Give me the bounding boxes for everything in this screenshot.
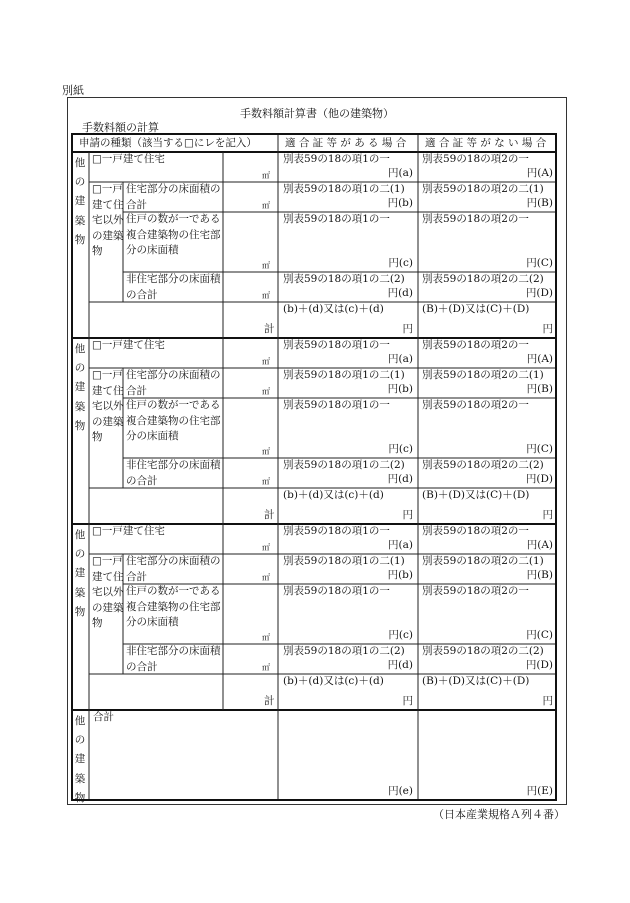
fee-with-cert-unit-r5: 円 — [402, 323, 413, 335]
fee-without-cert-r4: 別表59の18の項2の二(2) — [422, 459, 544, 471]
fee-with-cert-unit-r1: 円(a) — [388, 167, 413, 179]
area-unit: ㎡ — [262, 633, 270, 642]
fee-without-cert-unit-r2: 円(B) — [526, 197, 553, 209]
fee-with-cert-unit-r5: 円 — [402, 695, 413, 707]
fee-with-cert-unit-r4: 円(d) — [387, 659, 413, 671]
fee-with-cert-r1: 別表59の18の項1の一 — [283, 153, 390, 165]
fee-with-cert-unit-r3: 円(c) — [388, 257, 413, 269]
summary-total-label: 合計 — [93, 711, 114, 723]
summary-without-cert-unit: 円(E) — [526, 785, 553, 797]
fee-with-cert-r1: 別表59の18の項1の一 — [283, 525, 390, 537]
area-unit: ㎡ — [262, 357, 270, 366]
fee-without-cert-unit-r5: 円 — [542, 323, 553, 335]
total-label: 計 — [264, 323, 275, 335]
fee-with-cert-r3: 別表59の18の項1の一 — [283, 399, 390, 411]
fee-with-cert-unit-r1: 円(a) — [388, 539, 413, 551]
header-without-certificate: 適 合 証 等 が な い 場 合 — [425, 137, 547, 149]
fee-without-cert-unit-r4: 円(D) — [525, 473, 553, 485]
attachment-label: 別紙 — [62, 84, 84, 97]
fee-without-cert-r5: (B)＋(D)又は(C)＋(D) — [422, 675, 530, 687]
area-unit: ㎡ — [262, 477, 270, 486]
fee-calculation-table — [71, 133, 557, 804]
paper-size-note: （日本産業規格Ａ列４番） — [433, 808, 565, 821]
fee-without-cert-r2: 別表59の18の項2の二(1) — [422, 555, 544, 567]
single-unit-area-label: 住戸の数が一である複合建築物の住宅部分の床面積 — [126, 213, 221, 256]
non-dwelling-area-label: 非住宅部分の床面積の合計 — [126, 273, 221, 301]
fee-without-cert-unit-r5: 円 — [542, 695, 553, 707]
fee-with-cert-r1: 別表59の18の項1の一 — [283, 339, 390, 351]
total-label: 計 — [264, 509, 275, 521]
header-with-certificate: 適 合 証 等 が あ る 場 合 — [285, 137, 407, 149]
area-unit: ㎡ — [262, 543, 270, 552]
fee-with-cert-r4: 別表59の18の項1の二(2) — [283, 459, 405, 471]
dwelling-area-label: 住宅部分の床面積の合計 — [126, 369, 221, 397]
fee-with-cert-r4: 別表59の18の項1の二(2) — [283, 273, 405, 285]
fee-with-cert-unit-r3: 円(c) — [388, 629, 413, 641]
fee-with-cert-unit-r2: 円(b) — [387, 197, 413, 209]
fee-with-cert-unit-r4: 円(d) — [387, 287, 413, 299]
fee-without-cert-r4: 別表59の18の項2の二(2) — [422, 273, 544, 285]
fee-with-cert-r5: (b)＋(d)又は(c)＋(d) — [283, 489, 384, 501]
non-detached-checkbox-label[interactable]: □一戸建て住宅以外の建築物 — [92, 183, 124, 257]
dwelling-area-label: 住宅部分の床面積の合計 — [126, 183, 221, 211]
fee-without-cert-r2: 別表59の18の項2の二(1) — [422, 183, 544, 195]
side-label-other-building: 他の建築物 — [74, 343, 86, 432]
side-label-other-building: 他の建築物 — [74, 529, 86, 618]
fee-without-cert-unit-r2: 円(B) — [526, 569, 553, 581]
fee-with-cert-r4: 別表59の18の項1の二(2) — [283, 645, 405, 657]
area-unit: ㎡ — [262, 261, 270, 270]
fee-with-cert-r3: 別表59の18の項1の一 — [283, 585, 390, 597]
fee-without-cert-r3: 別表59の18の項2の一 — [422, 213, 529, 225]
fee-with-cert-r5: (b)＋(d)又は(c)＋(d) — [283, 303, 384, 315]
fee-with-cert-r2: 別表59の18の項1の二(1) — [283, 369, 405, 381]
fee-without-cert-unit-r4: 円(D) — [525, 659, 553, 671]
fee-without-cert-unit-r1: 円(A) — [526, 167, 553, 179]
fee-with-cert-r5: (b)＋(d)又は(c)＋(d) — [283, 675, 384, 687]
fee-with-cert-unit-r2: 円(b) — [387, 383, 413, 395]
fee-with-cert-unit-r2: 円(b) — [387, 569, 413, 581]
fee-with-cert-unit-r5: 円 — [402, 509, 413, 521]
non-dwelling-area-label: 非住宅部分の床面積の合計 — [126, 645, 221, 673]
area-unit: ㎡ — [262, 447, 270, 456]
fee-without-cert-r5: (B)＋(D)又は(C)＋(D) — [422, 303, 530, 315]
fee-without-cert-r3: 別表59の18の項2の一 — [422, 585, 529, 597]
area-unit: ㎡ — [262, 387, 270, 396]
summary-with-cert-unit: 円(e) — [388, 785, 413, 797]
summary-side-label: 他の建築物 — [74, 715, 86, 804]
area-unit: ㎡ — [262, 663, 270, 672]
fee-with-cert-r2: 別表59の18の項1の二(1) — [283, 183, 405, 195]
header-application-type: 申請の種類（該当する□にレを記入） — [79, 137, 257, 149]
fee-without-cert-unit-r3: 円(C) — [526, 257, 553, 269]
single-unit-area-label: 住戸の数が一である複合建築物の住宅部分の床面積 — [126, 399, 221, 442]
total-label: 計 — [264, 695, 275, 707]
document-title: 手数料額計算書（他の建築物） — [240, 107, 394, 120]
fee-without-cert-unit-r4: 円(D) — [525, 287, 553, 299]
fee-without-cert-r5: (B)＋(D)又は(C)＋(D) — [422, 489, 530, 501]
fee-without-cert-r1: 別表59の18の項2の一 — [422, 153, 529, 165]
detached-house-checkbox-label[interactable]: □一戸建て住宅 — [92, 339, 165, 351]
non-dwelling-area-label: 非住宅部分の床面積の合計 — [126, 459, 221, 487]
single-unit-area-label: 住戸の数が一である複合建築物の住宅部分の床面積 — [126, 585, 221, 628]
fee-without-cert-unit-r1: 円(A) — [526, 353, 553, 365]
fee-with-cert-unit-r1: 円(a) — [388, 353, 413, 365]
fee-without-cert-r4: 別表59の18の項2の二(2) — [422, 645, 544, 657]
area-unit: ㎡ — [262, 201, 270, 210]
side-label-other-building: 他の建築物 — [74, 157, 86, 246]
fee-without-cert-unit-r2: 円(B) — [526, 383, 553, 395]
dwelling-area-label: 住宅部分の床面積の合計 — [126, 555, 221, 583]
fee-with-cert-r2: 別表59の18の項1の二(1) — [283, 555, 405, 567]
fee-with-cert-unit-r4: 円(d) — [387, 473, 413, 485]
area-unit: ㎡ — [262, 291, 270, 300]
detached-house-checkbox-label[interactable]: □一戸建て住宅 — [92, 525, 165, 537]
fee-without-cert-r2: 別表59の18の項2の二(1) — [422, 369, 544, 381]
fee-with-cert-unit-r3: 円(c) — [388, 443, 413, 455]
fee-without-cert-unit-r5: 円 — [542, 509, 553, 521]
non-detached-checkbox-label[interactable]: □一戸建て住宅以外の建築物 — [92, 555, 124, 629]
non-detached-checkbox-label[interactable]: □一戸建て住宅以外の建築物 — [92, 369, 124, 443]
fee-without-cert-r3: 別表59の18の項2の一 — [422, 399, 529, 411]
fee-without-cert-r1: 別表59の18の項2の一 — [422, 525, 529, 537]
area-unit: ㎡ — [262, 573, 270, 582]
detached-house-checkbox-label[interactable]: □一戸建て住宅 — [92, 153, 165, 165]
fee-without-cert-unit-r3: 円(C) — [526, 629, 553, 641]
section-title: 手数料額の計算 — [82, 121, 159, 134]
fee-without-cert-r1: 別表59の18の項2の一 — [422, 339, 529, 351]
area-unit: ㎡ — [262, 171, 270, 180]
fee-without-cert-unit-r1: 円(A) — [526, 539, 553, 551]
fee-with-cert-r3: 別表59の18の項1の一 — [283, 213, 390, 225]
fee-without-cert-unit-r3: 円(C) — [526, 443, 553, 455]
